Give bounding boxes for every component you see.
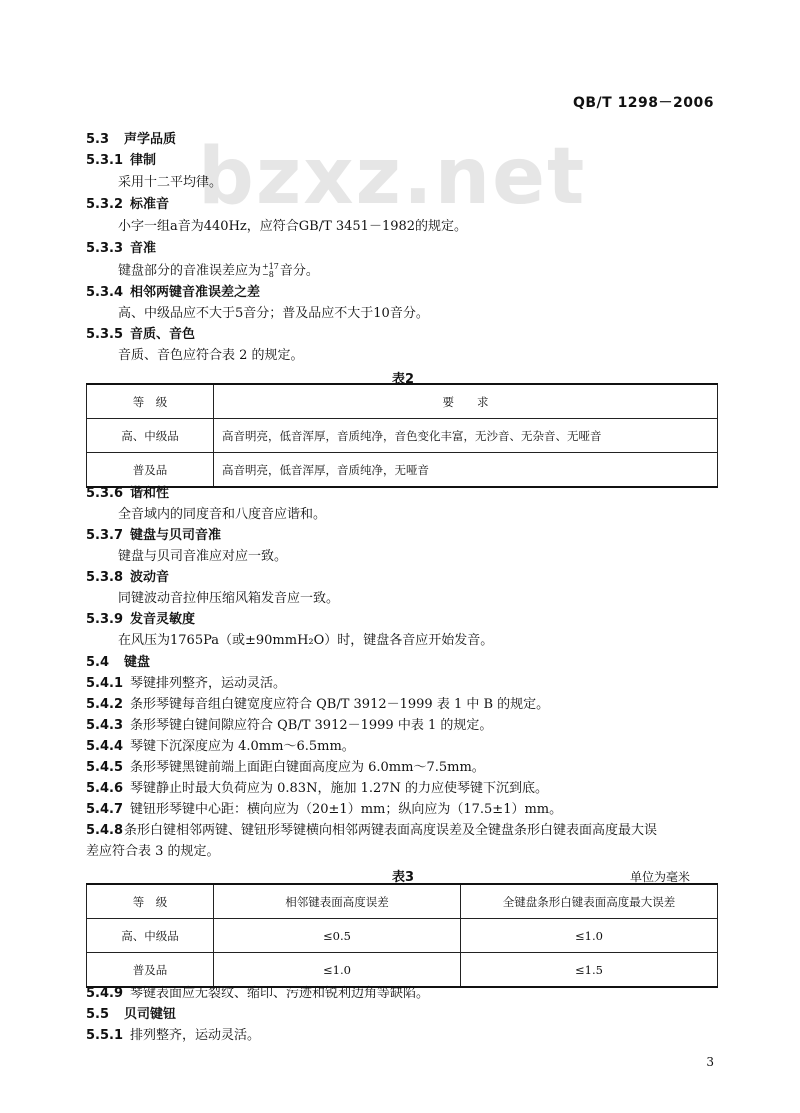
table-row	[87, 919, 718, 953]
body-text: 条形琴键每音组白键宽度应符合 QB/T 3912－1999 表 1 中 B 的规定。	[130, 697, 550, 712]
section-5-4-8	[86, 823, 657, 839]
section-5-4-7	[86, 802, 562, 818]
table-3-unit: 单位为毫米	[630, 870, 691, 884]
tolerance-lower: −8	[262, 270, 274, 279]
section-number: 5.4.2	[86, 697, 124, 712]
table-cell: 高、中级品	[87, 419, 214, 453]
table-row	[87, 953, 718, 988]
section-5-4-4	[86, 739, 355, 755]
section-5-3-1-body: 采用十二平均律。	[118, 175, 223, 190]
section-5-3-6-heading	[86, 486, 169, 502]
section-title: 律制	[130, 153, 157, 168]
table-cell: ≤1.0	[214, 953, 461, 988]
section-number: 5.3.1	[86, 153, 124, 168]
section-5-3-2-body: 小字一组a音为440Hz，应符合GB/T 3451－1982的规定。	[118, 219, 468, 234]
table-header-row	[87, 384, 718, 419]
section-5-3-7-body: 键盘与贝司音准应对应一致。	[118, 549, 288, 564]
section-title: 音质、音色	[130, 327, 196, 342]
body-text: 排列整齐，运动灵活。	[130, 1028, 261, 1043]
section-number: 5.4	[86, 655, 110, 670]
table-3-caption: 表3	[392, 870, 415, 885]
section-number: 5.3.7	[86, 528, 124, 543]
table-3	[86, 883, 718, 988]
section-number: 5.3.6	[86, 486, 124, 501]
table-cell: ≤1.5	[461, 953, 718, 988]
table-header-row	[87, 884, 718, 919]
section-5-3-9-heading	[86, 612, 195, 628]
section-number: 5.4.1	[86, 676, 124, 691]
table-header-cell: 等 级	[87, 884, 214, 919]
body-text: 琴键排列整齐，运动灵活。	[130, 676, 287, 691]
section-5-3-8-body: 同键波动音拉伸压缩风箱发音应一致。	[118, 591, 340, 606]
section-5-4-2	[86, 697, 549, 713]
section-5-3-3-body	[118, 263, 319, 280]
section-number: 5.3.4	[86, 285, 124, 300]
section-title: 谐和性	[130, 486, 170, 501]
section-5-5-1	[86, 1028, 260, 1044]
section-5-3-7-heading	[86, 528, 221, 544]
table-cell: 高音明亮，低音浑厚，音质纯净，无哑音	[214, 453, 718, 488]
section-title: 音准	[130, 241, 157, 256]
section-5-3-3-heading	[86, 241, 156, 257]
body-text: 音分。	[279, 263, 319, 279]
section-title: 发音灵敏度	[130, 612, 196, 627]
tolerance-upper: +17	[262, 262, 279, 271]
section-5-3-9-body: 在风压为1765Pa（或±90mmH₂O）时，键盘各音应开始发音。	[118, 633, 494, 648]
section-5-4-6	[86, 781, 548, 797]
table-row	[87, 419, 718, 453]
tolerance-fraction	[262, 263, 279, 279]
section-number: 5.5	[86, 1007, 110, 1022]
table-2	[86, 383, 718, 488]
table-cell: 普及品	[87, 453, 214, 488]
section-number: 5.4.4	[86, 739, 124, 754]
table-header-cell: 要 求	[214, 384, 718, 419]
section-number: 5.4.7	[86, 802, 124, 817]
table-2-caption: 表2	[392, 372, 415, 387]
section-title: 键盘	[124, 655, 151, 670]
page-number: 3	[706, 1055, 714, 1069]
body-text: 条形白键相邻两键、键钮形琴键横向相邻两键表面高度误差及全键盘条形白键表面高度最大误	[124, 823, 658, 838]
section-5-4-heading	[86, 655, 150, 671]
section-5-4-3	[86, 718, 492, 734]
section-5-4-5	[86, 760, 485, 776]
table-header-cell: 等 级	[87, 384, 214, 419]
table-cell: ≤1.0	[461, 919, 718, 953]
section-number: 5.3.9	[86, 612, 124, 627]
section-number: 5.5.1	[86, 1028, 124, 1043]
watermark: bzxz.net	[198, 132, 587, 222]
section-5-3-5-heading	[86, 327, 195, 343]
section-5-3-8-heading	[86, 570, 169, 586]
section-number: 5.3.2	[86, 197, 124, 212]
section-number: 5.3.5	[86, 327, 124, 342]
section-number: 5.4.6	[86, 781, 124, 796]
body-text: 琴键下沉深度应为 4.0mm～6.5mm。	[130, 739, 355, 754]
body-text: 条形琴键白键间隙应符合 QB/T 3912－1999 中表 1 的规定。	[130, 718, 493, 733]
standard-code: QB/T 1298－2006	[572, 95, 714, 111]
section-5-3-4-body: 高、中级品应不大于5音分；普及品应不大于10音分。	[118, 306, 429, 321]
section-title: 波动音	[130, 570, 170, 585]
section-title: 贝司键钮	[124, 1007, 177, 1022]
section-number: 5.4.5	[86, 760, 124, 775]
section-number: 5.4.8	[86, 823, 124, 838]
body-text: 琴键静止时最大负荷应为 0.83N，施加 1.27N 的力应使琴键下沉到底。	[130, 781, 549, 796]
section-5-3-2-heading	[86, 197, 169, 213]
body-text: 键钮形琴键中心距：横向应为（20±1）mm；纵向应为（17.5±1）mm。	[130, 802, 563, 817]
section-number: 5.3	[86, 132, 110, 147]
section-number: 5.4.9	[86, 986, 124, 1001]
body-text: 琴键表面应无裂纹、缩印、污迹和锐利边角等缺陷。	[130, 986, 430, 1001]
table-cell: 高、中级品	[87, 919, 214, 953]
section-number: 5.4.3	[86, 718, 124, 733]
table-cell: 普及品	[87, 953, 214, 988]
table-cell: 高音明亮，低音浑厚，音质纯净，音色变化丰富，无沙音、无杂音、无哑音	[214, 419, 718, 453]
body-text: 键盘部分的音准误差应为	[118, 263, 262, 279]
section-5-3-6-body: 全音域内的同度音和八度音应谐和。	[118, 507, 327, 522]
section-5-4-8-cont: 差应符合表 3 的规定。	[86, 844, 220, 859]
section-title: 声学品质	[124, 132, 177, 147]
section-number: 5.3.8	[86, 570, 124, 585]
section-5-4-9	[86, 986, 429, 1002]
section-5-3-4-heading	[86, 285, 260, 301]
section-title: 相邻两键音准误差之差	[130, 285, 261, 300]
section-5-4-1	[86, 676, 286, 692]
table-row	[87, 453, 718, 488]
section-title: 键盘与贝司音准	[130, 528, 222, 543]
table-header-cell: 全键盘条形白键表面高度最大误差	[461, 884, 718, 919]
section-5-3-5-body: 音质、音色应符合表 2 的规定。	[118, 348, 304, 363]
section-5-5-heading	[86, 1007, 176, 1023]
body-text: 条形琴键黑键前端上面距白键面高度应为 6.0mm～7.5mm。	[130, 760, 485, 775]
section-title: 标准音	[130, 197, 170, 212]
section-number: 5.3.3	[86, 241, 124, 256]
table-header-cell: 相邻键表面高度误差	[214, 884, 461, 919]
section-5-3-1-heading	[86, 153, 156, 169]
section-5-3-heading	[86, 132, 176, 148]
table-cell: ≤0.5	[214, 919, 461, 953]
